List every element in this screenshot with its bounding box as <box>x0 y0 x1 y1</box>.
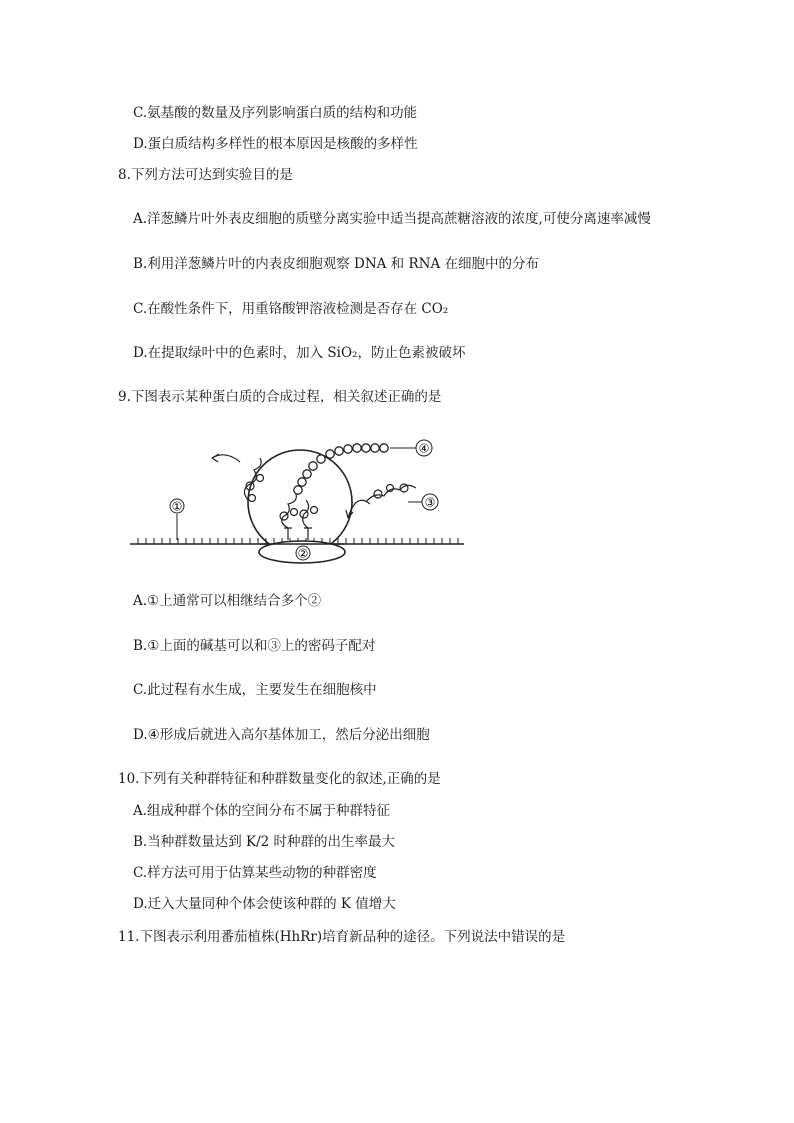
trna-inside-right <box>300 500 318 540</box>
question-9: 9.下图表示某种蛋白质的合成过程，相关叙述正确的是 <box>118 389 442 405</box>
q9-option-d: D.④形成后就进入高尔基体加工，然后分泌出细胞 <box>133 727 430 743</box>
q10-option-a: A.组成种群个体的空间分布不属于种群特征 <box>133 803 391 819</box>
ribosome-large-subunit <box>248 450 352 554</box>
q10-option-b: B.当种群数量达到 K/2 时种群的出生率最大 <box>133 834 396 850</box>
trna-exiting <box>212 454 264 502</box>
protein-synthesis-figure <box>128 432 468 574</box>
q8-option-d: D.在提取绿叶中的色素时，加入 SiO₂，防止色素被破坏 <box>133 345 466 361</box>
q7-option-d: D.蛋白质结构多样性的根本原因是核酸的多样性 <box>133 136 418 152</box>
label-1 <box>170 499 184 540</box>
trna-inside-left <box>280 494 298 540</box>
q10-option-c: C.样方法可用于估算某些动物的种群密度 <box>133 865 377 881</box>
svg-text:②: ② <box>297 546 309 561</box>
svg-text:③: ③ <box>424 495 436 510</box>
question-8: 8.下列方法可达到实验目的是 <box>118 167 293 183</box>
q10-option-d: D.迁入大量同种个体会使该种群的 K 值增大 <box>133 896 396 912</box>
question-10: 10.下列有关种群特征和种群数量变化的叙述,正确的是 <box>118 771 441 787</box>
svg-text:④: ④ <box>418 441 430 456</box>
q9-option-b: B.①上面的碱基可以和③上的密码子配对 <box>133 638 376 654</box>
label-3 <box>408 494 438 510</box>
trna-incoming <box>346 484 416 518</box>
q9-option-a: A.①上通常可以相继结合多个② <box>133 593 322 609</box>
q7-option-c: C.氨基酸的数量及序列影响蛋白质的结构和功能 <box>133 105 418 121</box>
q8-option-b: B.利用洋葱鳞片叶的内表皮细胞观察 DNA 和 RNA 在细胞中的分布 <box>133 256 539 272</box>
question-11: 11.下图表示利用番茄植株(HhRr)培育新品种的途径。下列说法中错误的是 <box>118 929 566 945</box>
label-4 <box>390 440 432 456</box>
label-2 <box>296 546 310 561</box>
svg-text:①: ① <box>171 499 183 514</box>
q8-option-c: C.在酸性条件下，用重铬酸钾溶液检测是否存在 CO₂ <box>133 301 449 317</box>
q9-option-c: C.此过程有水生成，主要发生在细胞核中 <box>133 682 377 698</box>
q8-option-a: A.洋葱鳞片叶外表皮细胞的质壁分离实验中适当提高蔗糖溶液的浓度,可使分离速率减慢 <box>133 211 651 227</box>
